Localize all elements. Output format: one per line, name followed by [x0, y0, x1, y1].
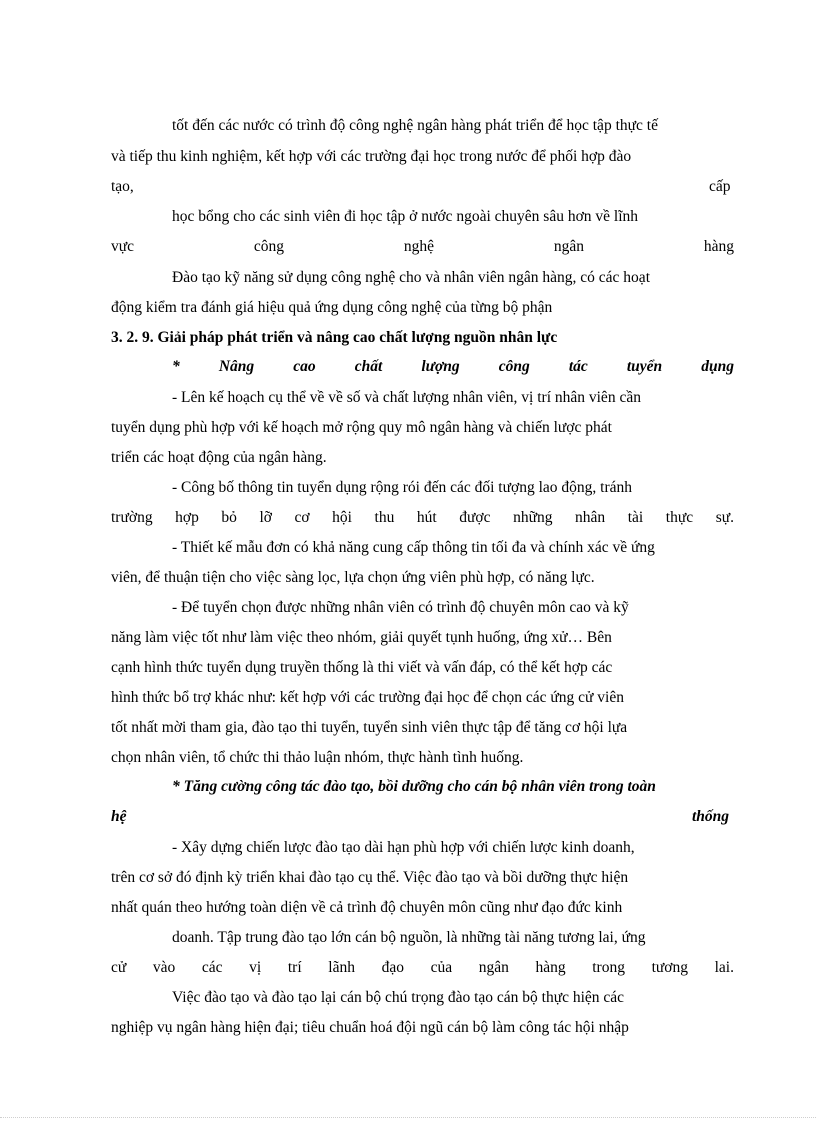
text-line: tuyển dụng phù hợp với kế hoạch mở rộng quy mô ngân hàng và chiến lược phát	[111, 419, 612, 436]
subheading: thống	[692, 808, 730, 825]
text-line: doanh. Tập trung đào tạo lớn cán bộ nguồn, là những tài năng tương lai, ứng	[172, 929, 646, 946]
subheading: * Nâng cao chất lượng công tác tuyển dụng	[172, 358, 734, 375]
text-line: - Để tuyển chọn được những nhân viên có trình độ chuyên môn cao và kỹ	[172, 599, 629, 616]
text-line: cử vào các vị trí lãnh đạo của ngân hàng trong tương lai.	[111, 959, 734, 976]
text-line: Việc đào tạo và đào tạo lại cán bộ chú trọng đào tạo cán bộ thực hiện các	[172, 989, 625, 1006]
subheading: * Tăng cường công tác đào tạo, bồi dưỡng cho cán bộ nhân viên trong toàn	[172, 778, 656, 795]
text-line: - Công bố thông tin tuyển dụng rộng rói đến các đối tượng lao động, tránh	[172, 479, 632, 496]
text-line: học bổng cho các sinh viên đi học tập ở nước ngoài chuyên sâu hơn về lĩnh	[172, 208, 639, 225]
subheading: hệ	[111, 808, 127, 825]
text-line: trên cơ sở đó định kỳ triển khai đào tạo cụ thể. Việc đào tạo và bồi dưỡng thực hiện	[111, 869, 629, 886]
text-line: Đào tạo kỹ năng sử dụng công nghệ cho và nhân viên ngân hàng, có các hoạt	[172, 269, 650, 286]
page-divider	[0, 1117, 816, 1118]
text-line: chọn nhân viên, tổ chức thi thảo luận nhóm, thực hành tình huống.	[111, 749, 524, 766]
text-line: tốt nhất mời tham gia, đào tạo thi tuyển, tuyển sinh viên thực tập để tăng cơ hội lựa	[111, 719, 628, 736]
text-line: vực công nghệ ngân hàng	[111, 238, 734, 255]
text-line: cấp	[709, 178, 731, 195]
text-line: tạo,	[111, 178, 134, 195]
text-line: động kiểm tra đánh giá hiệu quả ứng dụng công nghệ của từng bộ phận	[111, 299, 553, 316]
section-heading: 3. 2. 9. Giải pháp phát triển và nâng cao chất lượng nguồn nhân lực	[111, 329, 558, 346]
text-line: hình thức bổ trợ khác như: kết hợp với các trường đại học để chọn các ứng cử viên	[111, 689, 624, 706]
text-line: triển các hoạt động của ngân hàng.	[111, 449, 327, 466]
text-line: tốt đến các nước có trình độ công nghệ ngân hàng phát triển để học tập thực tế	[172, 117, 658, 134]
text-line: trường hợp bỏ lỡ cơ hội thu hút được những nhân tài thực sự.	[111, 509, 734, 526]
text-line: và tiếp thu kinh nghiệm, kết hợp với các trường đại học trong nước để phối hợp đào	[111, 148, 632, 165]
text-line: - Xây dựng chiến lược đào tạo dài hạn phù hợp với chiến lược kinh doanh,	[172, 839, 635, 856]
text-line: - Lên kế hoạch cụ thể về về số và chất lượng nhân viên, vị trí nhân viên cần	[172, 389, 641, 406]
text-line: viên, để thuận tiện cho việc sàng lọc, lựa chọn ứng viên phù hợp, có năng lực.	[111, 569, 595, 586]
text-line: nghiệp vụ ngân hàng hiện đại; tiêu chuẩn hoá đội ngũ cán bộ làm công tác hội nhập	[111, 1019, 629, 1036]
text-line: - Thiết kế mẫu đơn có khả năng cung cấp thông tin tối đa và chính xác về ứng	[172, 539, 655, 556]
text-line: cạnh hình thức tuyển dụng truyền thống là thi viết và vấn đáp, có thể kết hợp các	[111, 659, 613, 676]
text-line: nhất quán theo hướng toàn diện về cả trình độ chuyên môn cũng như đạo đức kinh	[111, 899, 623, 916]
text-line: năng làm việc tốt như làm việc theo nhóm, giải quyết tụnh huống, ứng xử… Bên	[111, 629, 612, 646]
